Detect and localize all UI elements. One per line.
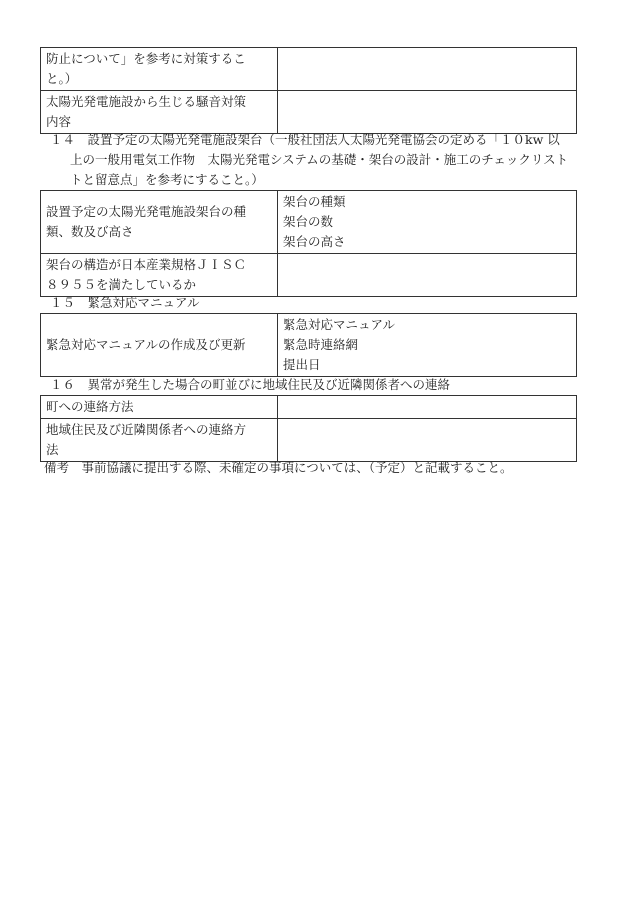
table-row bbox=[41, 191, 577, 254]
table-row bbox=[41, 48, 577, 91]
mount-height-label: 架台の高さ bbox=[283, 234, 346, 249]
contact-network-label: 緊急時連絡網 bbox=[283, 337, 359, 352]
row-label-noise: 太陽光発電施設から生じる騒音対策 内容 bbox=[41, 91, 278, 134]
row-label-prevention: 防止について」を参考に対策するこ と。） bbox=[41, 48, 278, 91]
table-mounting bbox=[40, 190, 577, 297]
row-label-jis: 架台の構造が日本産業規格ＪＩＳＣ ８９５５を満たしているか bbox=[41, 254, 278, 297]
row-value-jis[interactable] bbox=[278, 254, 577, 297]
section14-heading-line3: トと留意点」を参考にすること。） bbox=[70, 172, 264, 187]
row-value-noise[interactable] bbox=[278, 91, 577, 134]
row-label-mount-type: 設置予定の太陽光発電施設架台の種 類、数及び高さ bbox=[41, 191, 278, 254]
section15-heading: １５ 緊急対応マニュアル bbox=[50, 295, 200, 310]
row-label-town-contact: 町への連絡方法 bbox=[41, 396, 278, 419]
row-label-manual: 緊急対応マニュアルの作成及び更新 bbox=[41, 314, 278, 377]
row-value-prevention[interactable] bbox=[278, 48, 577, 91]
manual-label: 緊急対応マニュアル bbox=[283, 317, 396, 332]
table-countermeasures bbox=[40, 47, 577, 134]
row-value-manual[interactable] bbox=[278, 314, 577, 377]
table-row bbox=[41, 419, 577, 462]
section16-heading: １６ 異常が発生した場合の町並びに地域住民及び近隣関係者への連絡 bbox=[50, 377, 451, 392]
mount-count-label: 架台の数 bbox=[283, 214, 334, 229]
row-value-town-contact[interactable] bbox=[278, 396, 577, 419]
table-row bbox=[41, 314, 577, 377]
table-row bbox=[41, 396, 577, 419]
table-row bbox=[41, 254, 577, 297]
table-contact bbox=[40, 395, 577, 462]
row-value-mount-type[interactable] bbox=[278, 191, 577, 254]
table-emergency bbox=[40, 313, 577, 377]
row-value-resident-contact[interactable] bbox=[278, 419, 577, 462]
mount-kind-label: 架台の種類 bbox=[283, 194, 346, 209]
submission-date-label: 提出日 bbox=[283, 357, 321, 372]
section14-heading-line2: 上の一般用電気工作物 太陽光発電システムの基礎・架台の設計・施工のチェックリスト bbox=[70, 152, 569, 167]
section14-heading-line1: １４ 設置予定の太陽光発電施設架台（一般社団法人太陽光発電協会の定める「１０kw 以 bbox=[50, 132, 560, 147]
row-label-resident-contact: 地域住民及び近隣関係者への連絡方 法 bbox=[41, 419, 278, 462]
table-row bbox=[41, 91, 577, 134]
remarks-note: 備考 事前協議に提出する際、未確定の事項については、（予定）と記載すること。 bbox=[44, 460, 513, 475]
